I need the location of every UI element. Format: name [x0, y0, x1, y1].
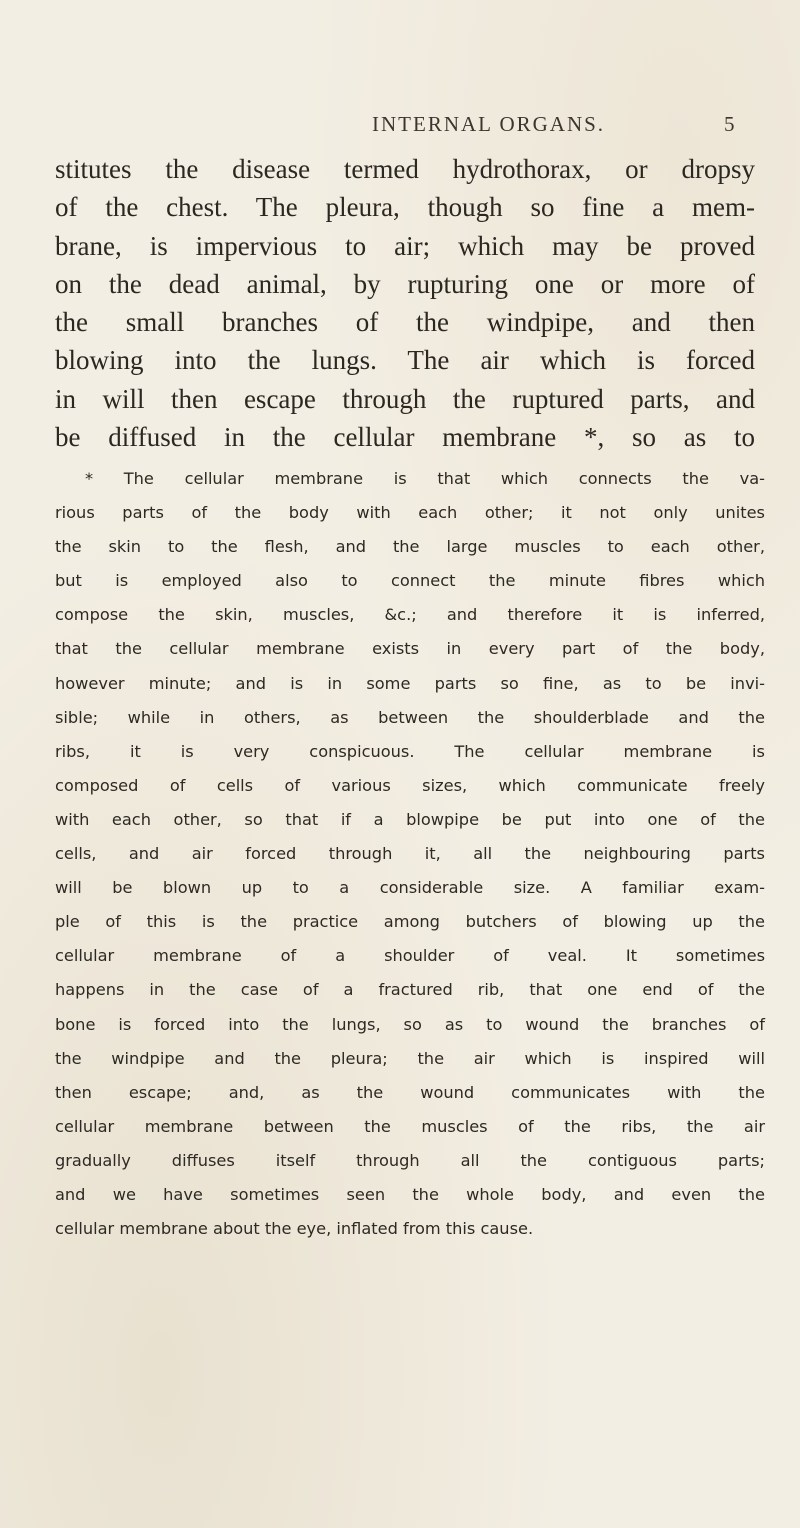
footnote-line: gradually diffuses itself through all the contiguous parts; [55, 1150, 765, 1170]
footnote-line: cellular membrane of a shoulder of veal. It sometimes [55, 946, 765, 966]
body-line: stitutes the disease termed hydrothorax, or dropsy [55, 154, 755, 184]
footnote-line: ple of this is the practice among butchers of blowing up the [55, 912, 765, 932]
footnote-line: with each other, so that if a blowpipe be put into one of the [55, 809, 765, 829]
footnote-line: the windpipe and the pleura; the air which is inspired will [55, 1048, 765, 1068]
body-line: of the chest. The pleura, though so fine a mem- [55, 192, 755, 223]
running-title: INTERNAL ORGANS. [372, 112, 606, 136]
body-line: in will then escape through the ruptured parts, and [55, 383, 755, 414]
body-line: be diffused in the cellular membrane *, so as to [55, 422, 755, 453]
footnote-line: * The cellular membrane is that which connects the va- [85, 469, 765, 488]
footnote-line: the skin to the flesh, and the large muscles to each other, [55, 537, 765, 557]
footnote-line: cellular membrane between the muscles of the ribs, the air [55, 1116, 765, 1136]
footnote-line: will be blown up to a considerable size. A familiar exam- [55, 878, 765, 898]
footnote-line: happens in the case of a fractured rib, that one end of the [55, 980, 765, 1000]
footnote-line: rious parts of the body with each other; it not only unites [55, 503, 765, 523]
footnote-line: bone is forced into the lungs, so as to wound the branches of [55, 1014, 765, 1034]
footnote-line: sible; while in others, as between the shoulderblade and the [55, 707, 765, 727]
body-line: brane, is impervious to air; which may be proved [55, 230, 755, 261]
footnote-line: but is employed also to connect the minute fibres which [55, 571, 765, 591]
body-line: on the dead animal, by rupturing one or more of [55, 268, 755, 299]
page-number: 5 [724, 112, 735, 136]
footnote-line: cellular membrane about the eye, inflated from this cause. [55, 1219, 534, 1239]
footnote [55, 462, 765, 1246]
body-line: the small branches of the windpipe, and then [55, 307, 755, 338]
footnote-line: compose the skin, muscles, &c.; and therefore it is inferred, [55, 605, 765, 625]
body-line: blowing into the lungs. The air which is forced [55, 345, 755, 376]
footnote-line: and we have sometimes seen the whole body, and even the [55, 1184, 765, 1204]
footnote-line: that the cellular membrane exists in every part of the body, [55, 639, 765, 659]
footnote-line: ribs, it is very conspicuous. The cellular membrane is [55, 741, 765, 761]
footnote-line: composed of cells of various sizes, which communicate freely [55, 775, 765, 795]
footnote-line: however minute; and is in some parts so fine, as to be invi- [55, 673, 765, 693]
footnote-line: then escape; and, as the wound communicates with the [55, 1082, 765, 1102]
footnote-line: cells, and air forced through it, all the neighbouring parts [55, 844, 765, 864]
running-head [0, 112, 800, 142]
body-paragraph [55, 150, 755, 456]
